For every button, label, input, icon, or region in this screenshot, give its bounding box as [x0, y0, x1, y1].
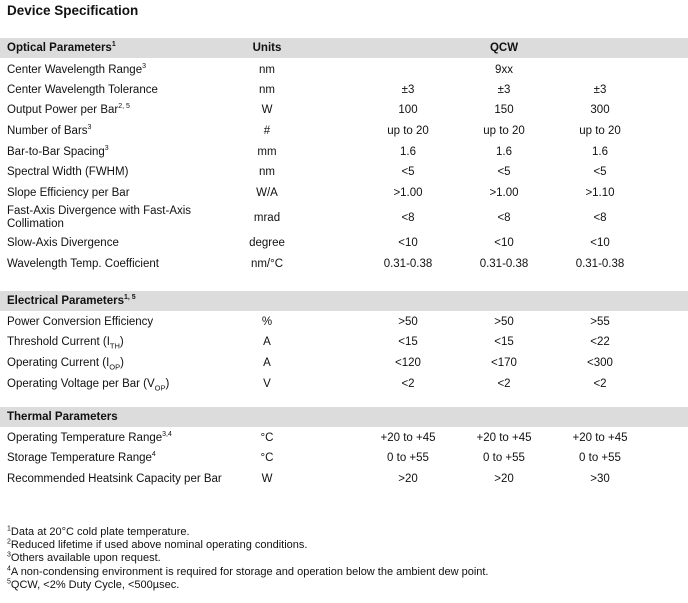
- optical-header-label: Optical Parameters$^1$: [7, 41, 116, 54]
- row-label-text: Operating Voltage per Bar (V: [7, 378, 155, 390]
- row-label-text: Power Conversion Efficiency: [7, 316, 154, 328]
- row-label-text: Slope Efficiency per Bar: [7, 187, 130, 199]
- footnote-ref: 4: [151, 451, 156, 459]
- value-cell: +20 to +45: [572, 432, 628, 444]
- subscript: TH: [109, 341, 120, 351]
- row-units: nm/°C: [250, 258, 284, 270]
- value-cell: 9xx: [495, 64, 513, 76]
- value-cell: >1.10: [585, 187, 615, 199]
- footnote-ref: 3: [87, 124, 92, 132]
- value-cell: +20 to +45: [380, 432, 436, 444]
- row-label-text: Recommended Heatsink Capacity per Bar: [7, 473, 222, 485]
- row-units: #: [263, 125, 271, 137]
- footnote-number: 5: [7, 578, 11, 586]
- footnote-number: 1: [7, 525, 11, 533]
- spec-row: [0, 469, 688, 489]
- row-label: [7, 258, 159, 270]
- electrical-header-label: Electrical Parameters$^{1, 5}$: [7, 294, 136, 307]
- row-label-text: Bar-to-Bar Spacing: [7, 146, 105, 158]
- footnote-number: 3: [7, 551, 11, 559]
- row-label-text: Output Power per Bar: [7, 104, 119, 116]
- value-cell: <10: [590, 237, 610, 249]
- row-units: %: [261, 316, 273, 328]
- spec-row: [0, 353, 688, 373]
- value-cell: <22: [590, 336, 610, 348]
- row-label: [7, 64, 146, 76]
- units-header: Units: [252, 42, 282, 54]
- value-cell: 1.6: [592, 146, 608, 158]
- row-units: °C: [260, 432, 274, 444]
- subscript: OP: [154, 383, 166, 393]
- footnote-ref: 1, 5: [124, 294, 136, 302]
- footnote-ref: 3,4: [162, 431, 172, 439]
- value-cell: <300: [587, 357, 613, 369]
- value-cell: <8: [401, 212, 415, 224]
- value-cell: ±3: [593, 84, 607, 96]
- value-cell: up to 20: [387, 125, 429, 137]
- row-units: mm: [257, 146, 277, 158]
- row-label-text: Fast-Axis Divergence with Fast-Axis Collimation: [7, 205, 192, 230]
- row-label-text: Spectral Width (FWHM): [7, 166, 129, 178]
- row-label-text: Threshold Current (I: [7, 336, 110, 348]
- row-label: [7, 452, 156, 464]
- value-cell: 1.6: [400, 146, 416, 158]
- value-cell: <8: [497, 212, 511, 224]
- value-cell: ±3: [401, 84, 415, 96]
- row-units: W/A: [256, 187, 278, 199]
- value-cell: >55: [590, 316, 610, 328]
- row-label: [7, 336, 124, 351]
- spec-row: [0, 428, 688, 448]
- row-units: °C: [260, 452, 274, 464]
- spec-row: [0, 205, 688, 231]
- document-title: Device Specification: [7, 3, 139, 18]
- value-cell: 1.6: [496, 146, 512, 158]
- row-label-suffix: ): [165, 378, 170, 390]
- spec-row: [0, 448, 688, 468]
- row-label: [7, 166, 128, 178]
- spec-row: [0, 60, 688, 80]
- value-cell: 0 to +55: [483, 452, 525, 464]
- footnote-number: 4: [7, 564, 11, 572]
- value-cell: 0.31-0.38: [575, 258, 625, 270]
- thermal-header: [0, 407, 688, 427]
- thermal-header-label: Thermal Parameters: [7, 411, 118, 423]
- value-cell: <2: [593, 378, 607, 390]
- spec-row: [0, 100, 688, 120]
- value-cell: 0.31-0.38: [383, 258, 433, 270]
- electrical-header: [0, 291, 688, 311]
- footnote-number: 2: [7, 538, 11, 546]
- row-units: V: [263, 378, 271, 390]
- value-cell: <120: [395, 357, 421, 369]
- row-label-text: Operating Current (I: [7, 357, 110, 369]
- footnote-ref: 2, 5: [118, 103, 130, 111]
- subscript: OP: [109, 362, 121, 372]
- value-cell: <15: [494, 336, 514, 348]
- value-cell: >50: [494, 316, 514, 328]
- value-cell: <5: [593, 166, 607, 178]
- row-units: W: [261, 104, 273, 116]
- spec-row: [0, 183, 688, 203]
- footnote-ref: 3: [142, 63, 147, 71]
- row-units: nm: [259, 64, 275, 76]
- row-label-suffix: ): [120, 357, 124, 369]
- spec-row: [0, 80, 688, 100]
- value-cell: >1.00: [393, 187, 423, 199]
- row-label-text: Operating Temperature Range: [7, 432, 163, 444]
- row-units: A: [263, 357, 271, 369]
- row-units: W: [261, 473, 273, 485]
- footnote-ref: 1: [111, 41, 116, 49]
- value-cell: 0 to +55: [387, 452, 429, 464]
- value-cell: >1.00: [489, 187, 519, 199]
- spec-row: [0, 332, 688, 352]
- value-cell: +20 to +45: [476, 432, 532, 444]
- row-label-text: Center Wavelength Tolerance: [7, 84, 158, 96]
- value-cell: <8: [593, 212, 607, 224]
- row-units: nm: [259, 84, 275, 96]
- value-cell: 0.31-0.38: [479, 258, 529, 270]
- value-cell: <5: [401, 166, 415, 178]
- footnote: [7, 566, 489, 579]
- spec-row: [0, 162, 688, 182]
- footnote-ref: 3: [104, 145, 109, 153]
- value-cell: 0 to +55: [579, 452, 621, 464]
- row-label: [7, 187, 130, 199]
- value-cell: <2: [497, 378, 511, 390]
- value-cell: >50: [398, 316, 418, 328]
- row-label: [7, 104, 130, 116]
- footnote-text: A non-condensing environment is required for storage and operation below the ambient dew point.: [10, 565, 489, 578]
- row-label: [7, 237, 119, 249]
- row-label: [7, 357, 124, 372]
- value-cell: >20: [494, 473, 514, 485]
- row-units: degree: [249, 237, 285, 249]
- row-units: mrad: [253, 212, 281, 224]
- row-label-text: Number of Bars: [7, 125, 88, 137]
- footnote-text: Data at 20°C cold plate temperature.: [10, 526, 190, 538]
- spec-row: [0, 312, 688, 332]
- optical-header: [0, 38, 688, 58]
- value-cell: up to 20: [579, 125, 621, 137]
- value-cell: <5: [497, 166, 511, 178]
- value-cell: <170: [491, 357, 517, 369]
- value-cell: up to 20: [483, 125, 525, 137]
- row-label-text: Storage Temperature Range: [7, 452, 152, 464]
- value-cell: ±3: [497, 84, 511, 96]
- row-label-text: Wavelength Temp. Coefficient: [7, 258, 159, 270]
- footnote: [7, 526, 489, 539]
- value-cell: <2: [401, 378, 415, 390]
- value-cell: 100: [398, 104, 418, 116]
- row-units: A: [263, 336, 271, 348]
- row-label: [7, 473, 222, 485]
- value-cell: <10: [398, 237, 418, 249]
- spec-row: [0, 121, 688, 141]
- row-label: [7, 125, 91, 137]
- row-units: nm: [259, 166, 275, 178]
- row-label: [7, 316, 153, 328]
- row-label-text: Slow-Axis Divergence: [7, 237, 119, 249]
- value-cell: >30: [590, 473, 610, 485]
- footnote: [7, 579, 489, 592]
- value-cell: >20: [398, 473, 418, 485]
- row-label: [7, 205, 227, 231]
- value-cell: 300: [590, 104, 610, 116]
- row-label-suffix: ): [119, 336, 124, 348]
- spec-row: [0, 254, 688, 274]
- value-cell: <10: [494, 237, 514, 249]
- row-label: [7, 432, 172, 444]
- row-label: [7, 84, 158, 96]
- footnote-text: Others available upon request.: [10, 552, 161, 565]
- value-cell: 150: [494, 104, 514, 116]
- footnotes: [7, 526, 489, 592]
- footnote-text: Reduced lifetime if used above nominal operating conditions.: [10, 539, 308, 552]
- spec-row: [0, 142, 688, 162]
- row-label: [7, 146, 109, 158]
- footnote: [7, 539, 489, 552]
- row-label-text: Center Wavelength Range: [7, 64, 143, 76]
- spec-row: [0, 374, 688, 394]
- qcw-header: QCW: [489, 42, 519, 54]
- footnote-text: QCW, <2% Duty Cycle, <500µsec.: [10, 578, 180, 591]
- spec-row: [0, 233, 688, 253]
- value-cell: <15: [398, 336, 418, 348]
- footnote: [7, 552, 489, 565]
- row-label: [7, 378, 170, 393]
